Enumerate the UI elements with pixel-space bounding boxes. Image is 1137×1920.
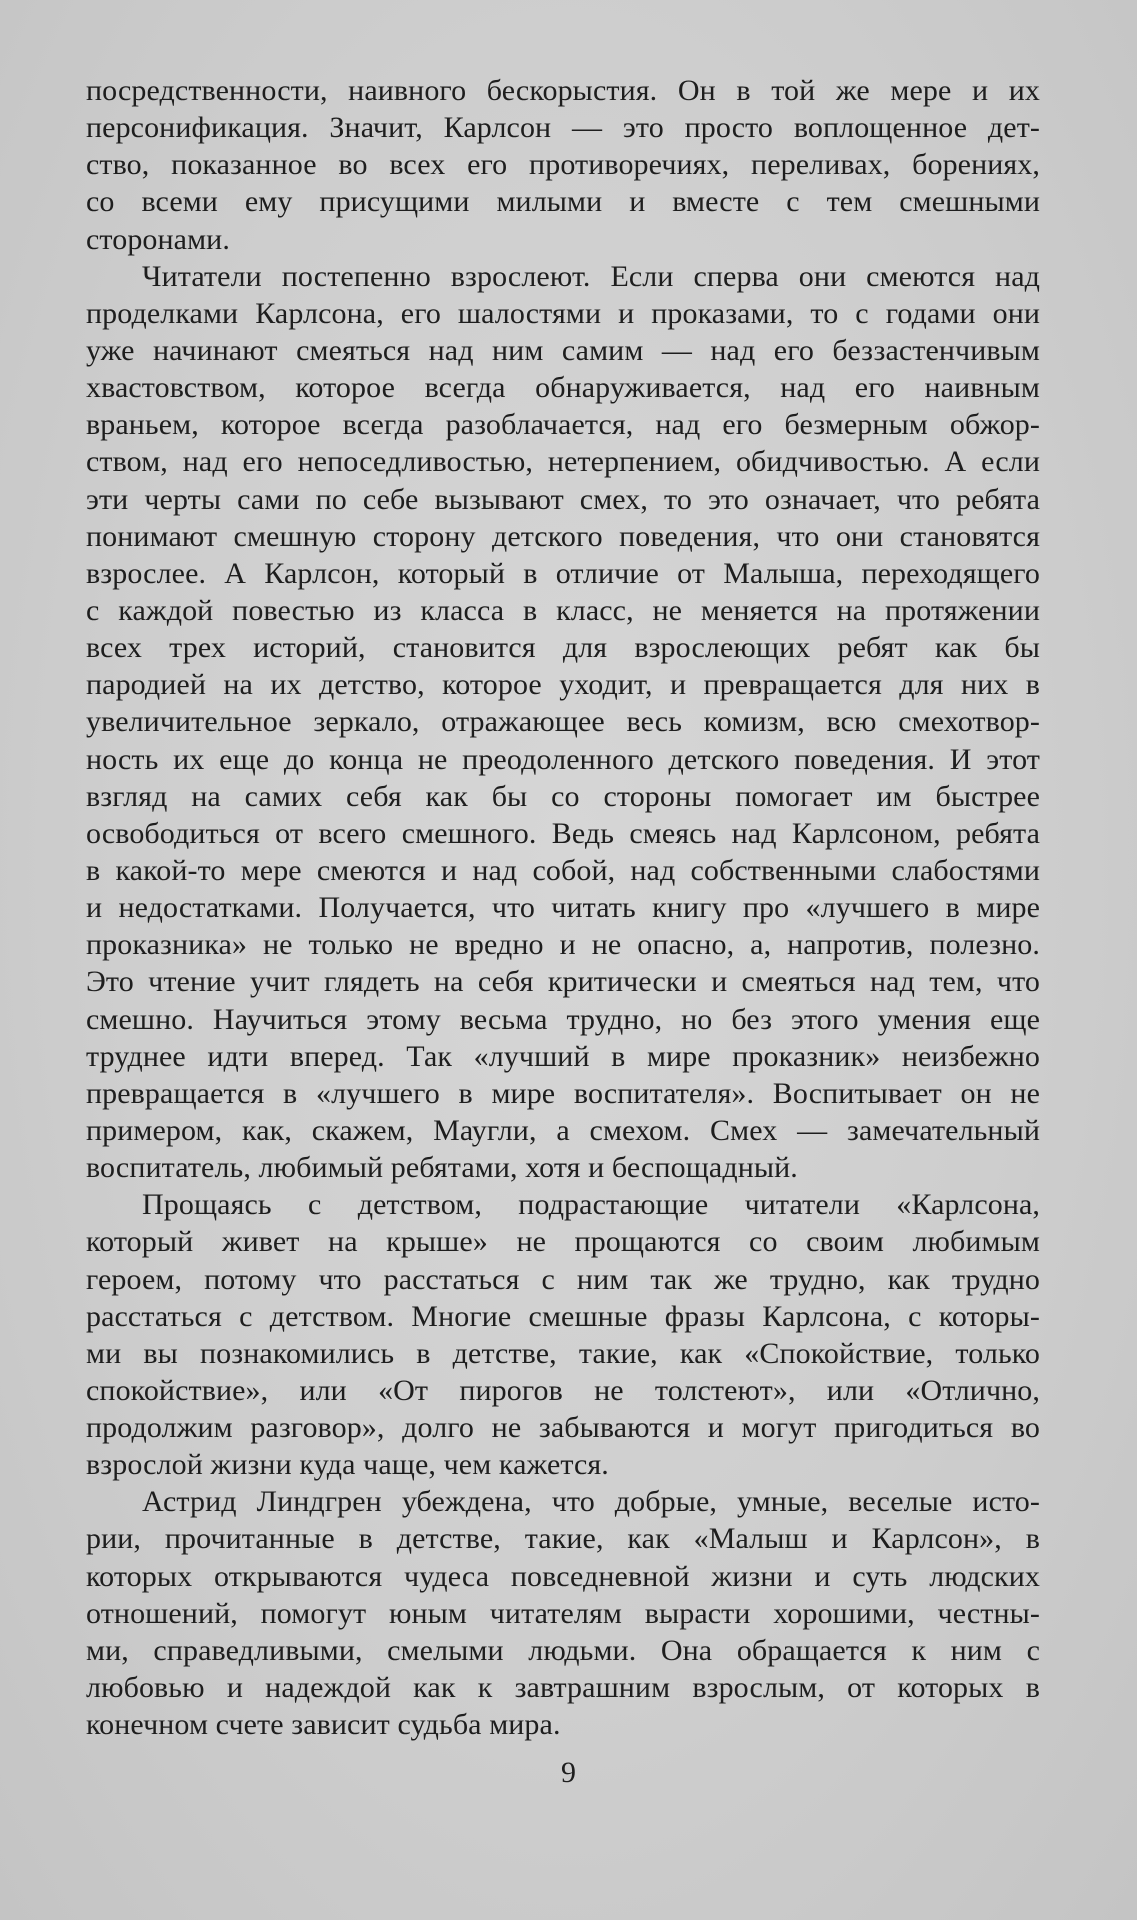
text-line: посредственности, наивного бескорыстия. Он в той же мере и их <box>86 74 1040 107</box>
paragraph-2 <box>86 258 1040 1187</box>
text-line: Астрид Линдгрен убеждена, что добрые, умные, веселые исто- <box>142 1485 1040 1519</box>
text-line: продолжим разговор», долго не забываются и могут пригодиться во <box>86 1411 1040 1445</box>
text-line: расстаться с детством. Многие смешные фразы Карлсона, с которы- <box>86 1299 1040 1333</box>
text-line: эти черты сами по себе вызывают смех, то это означает, что ребята <box>86 482 1040 516</box>
text-line: Это чтение учит глядеть на себя критически и смеяться над тем, что <box>86 965 1040 999</box>
text-line: пародией на их детство, которое уходит, и превращается для них в <box>86 668 1040 702</box>
text-line: уже начинают смеяться над ним самим — над его беззастенчивым <box>86 333 1040 367</box>
text-line: рии, прочитанные в детстве, такие, как «Малыш и Карлсон», в <box>86 1522 1040 1556</box>
text-line: конечном счете зависит судьба мира. <box>86 1708 561 1742</box>
paragraph-1 <box>86 72 1040 258</box>
body-text <box>86 72 1040 1743</box>
text-line: отношений, помогут юным читателям вырасти хорошими, честны- <box>86 1596 1040 1630</box>
text-line: всех трех историй, становится для взрослеющих ребят как бы <box>86 631 1040 665</box>
text-line: персонификация. Значит, Карлсон — это просто воплощенное дет- <box>86 111 1040 145</box>
text-line: проказника» не только не вредно и не опасно, а, напротив, полезно. <box>86 928 1040 962</box>
text-line: взгляд на самих себя как бы со стороны помогает им быстрее <box>86 779 1040 813</box>
text-line: взрослее. А Карлсон, который в отличие от Малыша, переходящего <box>86 556 1040 590</box>
text-line: любовью и надеждой как к завтрашним взрослым, от которых в <box>86 1671 1040 1705</box>
text-line: примером, как, скажем, Маугли, а смехом. Смех — замечательный <box>86 1113 1040 1147</box>
text-line: взрослой жизни куда чаще, чем кажется. <box>86 1448 609 1482</box>
text-line: со всеми ему присущими милыми и вместе с тем смешными <box>86 185 1040 219</box>
paragraph-4 <box>86 1483 1040 1743</box>
text-line: воспитатель, любимый ребятами, хотя и беспощадный. <box>86 1151 798 1185</box>
text-line: ми вы познакомились в детстве, такие, как «Спокойствие, только <box>86 1336 1040 1370</box>
text-line: Прощаясь с детством, подрастающие читатели «Карлсона, <box>142 1188 1040 1222</box>
text-line: проделками Карлсона, его шалостями и проказами, то с годами они <box>86 296 1040 330</box>
paragraph-3 <box>86 1186 1040 1483</box>
text-line: понимают смешную сторону детского поведения, что они становятся <box>86 519 1040 553</box>
text-line: труднее идти вперед. Так «лучший в мире проказник» неизбежно <box>86 1039 1040 1073</box>
text-line: в какой-то мере смеются и над собой, над собственными слабостями <box>86 853 1040 887</box>
text-line: героем, потому что расстаться с ним так же трудно, как трудно <box>86 1262 1040 1296</box>
text-line: спокойствие», или «От пирогов не толстеют», или «Отлично, <box>86 1373 1040 1407</box>
text-line: смешно. Научиться этому весьма трудно, но без этого умения еще <box>86 1002 1040 1036</box>
text-line: освободиться от всего смешного. Ведь смеясь над Карлсоном, ребята <box>86 816 1040 850</box>
text-line: которых открываются чудеса повседневной жизни и суть людских <box>86 1559 1040 1593</box>
text-line: враньем, которое всегда разоблачается, над его безмерным обжор- <box>86 408 1040 442</box>
text-line: ством, над его непоседливостью, нетерпением, обидчивостью. А если <box>86 445 1040 479</box>
text-line: превращается в «лучшего в мире воспитателя». Воспитывает он не <box>86 1076 1040 1110</box>
text-line: увеличительное зеркало, отражающее весь комизм, всю смехотвор- <box>86 705 1040 739</box>
text-line: ность их еще до конца не преодоленного детского поведения. И этот <box>86 742 1040 776</box>
text-line: Читатели постепенно взрослеют. Если сперва они смеются над <box>142 259 1040 293</box>
text-line: и недостатками. Получается, что читать книгу про «лучшего в мире <box>86 891 1040 925</box>
text-line: который живет на крыше» не прощаются со своим любимым <box>86 1225 1040 1259</box>
text-line: ство, показанное во всех его противоречиях, переливах, борениях, <box>86 148 1040 182</box>
text-line: хвастовством, которое всегда обнаруживается, над его наивным <box>86 371 1040 405</box>
text-line: сторонами. <box>86 222 230 256</box>
text-line: ми, справедливыми, смелыми людьми. Она обращается к ним с <box>86 1633 1040 1667</box>
text-line: с каждой повестью из класса в класс, не меняется на протяжении <box>86 593 1040 627</box>
page-number: 9 <box>561 1756 576 1789</box>
